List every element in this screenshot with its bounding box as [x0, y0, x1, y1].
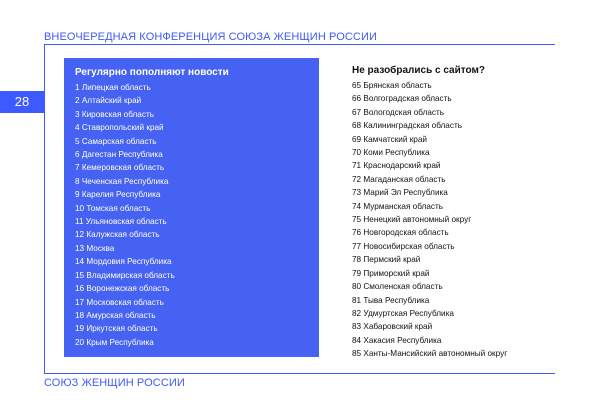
list-item: 82 Удмуртская Республика [352, 308, 454, 318]
list-item: 10 Томская область [75, 203, 151, 213]
list-item: 81 Тыва Республика [352, 295, 430, 305]
list-item: 12 Калужская область [75, 230, 160, 240]
list-item: 85 Ханты-Мансийский автономный округ [352, 349, 508, 359]
list-item: 76 Новгородская область [352, 228, 449, 238]
list-item: 80 Смоленская область [352, 282, 443, 292]
list-item: 84 Хакасия Республика [352, 335, 442, 345]
list-item: 3 Кировская область [75, 109, 154, 119]
list-item: 77 Новосибирская область [352, 241, 455, 251]
list-item: 83 Хабаровский край [352, 322, 433, 332]
list-item: 69 Камчатский край [352, 134, 427, 144]
list-item: 79 Приморский край [352, 268, 430, 278]
list-item: 20 Крым Республика [75, 337, 154, 347]
list-item: 18 Амурская область [75, 310, 156, 320]
list-item: 13 Москва [75, 243, 115, 253]
left-border-line [44, 44, 45, 373]
list-item: 14 Мордовия Республика [75, 257, 172, 267]
list-item: 73 Марий Эл Республика [352, 188, 448, 198]
site-help-column [352, 64, 552, 361]
regular-news-title: Регулярно пополняют новости [75, 67, 229, 78]
list-item: 67 Вологодская область [352, 107, 445, 117]
list-item: 75 Ненецкий автономный округ [352, 215, 472, 225]
page-number-tab: 28 [0, 91, 44, 113]
footer-divider [44, 373, 555, 374]
list-item: 17 Московская область [75, 297, 164, 307]
regular-news-panel [64, 58, 319, 357]
list-item: 65 Брянская область [352, 81, 432, 90]
list-item: 9 Карелия Республика [75, 190, 161, 200]
list-item: 1 Липецкая область [75, 83, 151, 92]
list-item: 72 Магаданская область [352, 174, 446, 184]
list-item: 15 Владимирская область [75, 270, 175, 280]
list-item: 70 Коми Республика [352, 148, 430, 158]
regular-news-list [75, 81, 319, 349]
list-item: 71 Краснодарский край [352, 161, 441, 171]
site-help-list [352, 79, 552, 361]
list-item: 66 Волгоградская область [352, 94, 452, 104]
list-item: 8 Чеченская Республика [75, 176, 169, 186]
footer-title: СОЮЗ ЖЕНЩИН РОССИИ [44, 377, 185, 389]
list-item: 11 Ульяновская область [75, 217, 167, 227]
list-item: 2 Алтайский край [75, 96, 142, 106]
list-item: 19 Иркутская область [75, 324, 158, 334]
list-item: 4 Ставропольский край [75, 123, 164, 133]
list-item: 7 Кемеровская область [75, 163, 165, 173]
list-item: 74 Мурманская область [352, 201, 443, 211]
list-item: 6 Дагестан Республика [75, 150, 163, 160]
list-item: 68 Калининградская область [352, 121, 462, 131]
list-item: 5 Самарская область [75, 136, 157, 146]
header-title: ВНЕОЧЕРЕДНАЯ КОНФЕРЕНЦИЯ СОЮЗА ЖЕНЩИН РОССИИ [44, 31, 377, 43]
header-divider [44, 44, 555, 45]
list-item: 16 Воронежская область [75, 284, 170, 294]
list-item: 78 Пермский край [352, 255, 421, 265]
site-help-title: Не разобрались с сайтом? [352, 65, 485, 76]
